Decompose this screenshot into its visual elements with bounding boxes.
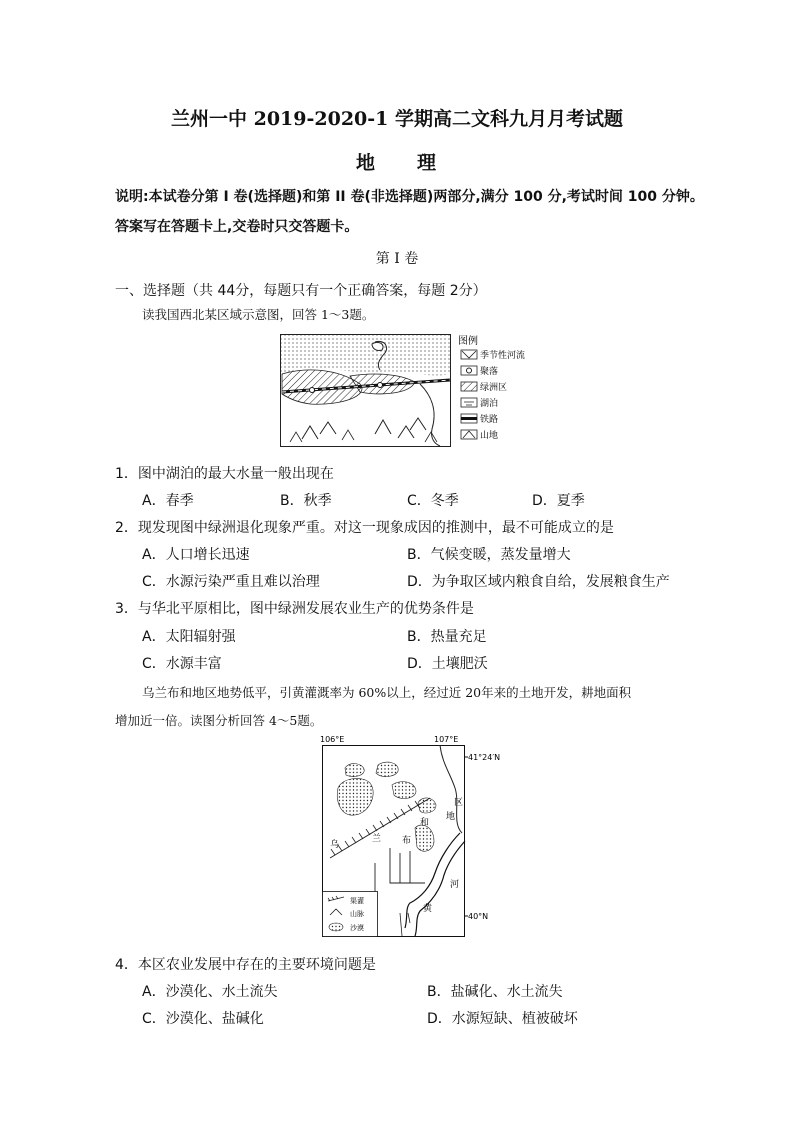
part-1-title: 第 I 卷: [375, 251, 419, 267]
place-char-he: 和: [420, 818, 430, 828]
question-2-option-a: A．人口增长迅速: [142, 547, 250, 563]
question-3-option-d: D．土壤肥沃: [407, 656, 488, 672]
map2-legend-canal: 渠灌: [350, 897, 364, 905]
map1-legend-item: 绿洲区: [480, 383, 508, 393]
question-2-stem: 2．现发现图中绿洲退化现象严重。对这一现象成因的推测中，最不可能成立的是: [115, 520, 614, 536]
lat-label-40: 40°N: [468, 912, 489, 921]
map2-legend-mountain: 山脉: [350, 910, 364, 918]
map1-legend-item: 山地: [480, 431, 499, 441]
question-3-option-b: B．热量充足: [407, 629, 487, 645]
question-2-option-b: B．气候变暖，蒸发量增大: [407, 547, 571, 563]
place-char-bu: 布: [402, 836, 412, 846]
question-2-option-c: C．水源污染严重且难以治理: [142, 574, 320, 590]
question-4-option-d: D．水源短缺、植被破坏: [427, 1011, 578, 1027]
question-3-option-c: C．水源丰富: [142, 656, 222, 672]
exam-title: 兰州一中 2019-2020-1 学期高二文科九月月考试题: [171, 108, 623, 130]
instructions-line-1: 说明:本试卷分第 I 卷(选择题)和第 II 卷(非选择题)两部分,满分 100 分,考试时间 100 分钟。: [115, 189, 704, 205]
map1-legend-item: 聚落: [480, 367, 499, 377]
map2-intro-line-2: 增加近一倍。读图分析回答 4～5题。: [115, 713, 323, 728]
subject-char-2: 理: [417, 152, 439, 174]
northwest-region-map: [280, 334, 555, 449]
instructions-line-2: 答案写在答题卡上,交卷时只交答题卡。: [115, 219, 359, 235]
map1-legend-item: 铁路: [480, 415, 499, 425]
section-title: 一、选择题（共 44分，每题只有一个正确答案，每题 2分）: [115, 283, 487, 299]
river-char-he: 河: [450, 880, 460, 890]
question-1-option-d: D．夏季: [532, 493, 585, 509]
lon-label-106: 106°E: [320, 735, 345, 744]
question-1-option-b: B．秋季: [280, 493, 332, 509]
subject-title: [0, 148, 794, 175]
question-1-stem: 1．图中湖泊的最大水量一般出现在: [115, 466, 334, 482]
question-4-option-b: B．盐碱化、水土流失: [427, 984, 563, 1000]
lon-label-107: 107°E: [434, 735, 459, 744]
question-4-option-a: A．沙漠化、水土流失: [142, 984, 278, 1000]
map1-legend-item: 季节性河流: [480, 351, 526, 361]
question-3-stem: 3．与华北平原相比，图中绿洲发展农业生产的优势条件是: [115, 601, 474, 617]
place-char-qu: 区: [454, 798, 464, 808]
map1-intro: 读我国西北某区域示意图，回答 1～3题。: [142, 307, 375, 322]
place-char-lan: 兰: [372, 834, 382, 844]
wulanbuhe-map: [300, 733, 510, 943]
question-1-option-a: A．春季: [142, 493, 194, 509]
question-4-option-c: C．沙漠化、盐碱化: [142, 1011, 264, 1027]
place-char-wu: 乌: [330, 840, 340, 850]
question-2-option-d: D．为争取区域内粮食自给，发展粮食生产: [407, 574, 670, 590]
map1-legend-item: 湖泊: [480, 399, 499, 409]
question-1-option-c: C．冬季: [407, 493, 459, 509]
question-4-stem: 4．本区农业发展中存在的主要环境问题是: [115, 957, 376, 973]
map1-legend-title: 图例: [458, 336, 478, 347]
map2-intro-line-1: 乌兰布和地区地势低平，引黄灌溉率为 60%以上，经过近 20年来的土地开发，耕地面积: [142, 685, 632, 700]
question-3-option-a: A．太阳辐射强: [142, 629, 236, 645]
lat-label-41: 41°24′N: [468, 753, 501, 762]
map2-legend-desert: 沙漠: [350, 924, 364, 932]
river-char-huang: 黄: [423, 904, 433, 914]
place-char-di: 地: [446, 812, 456, 822]
subject-char-1: 地: [355, 152, 377, 174]
